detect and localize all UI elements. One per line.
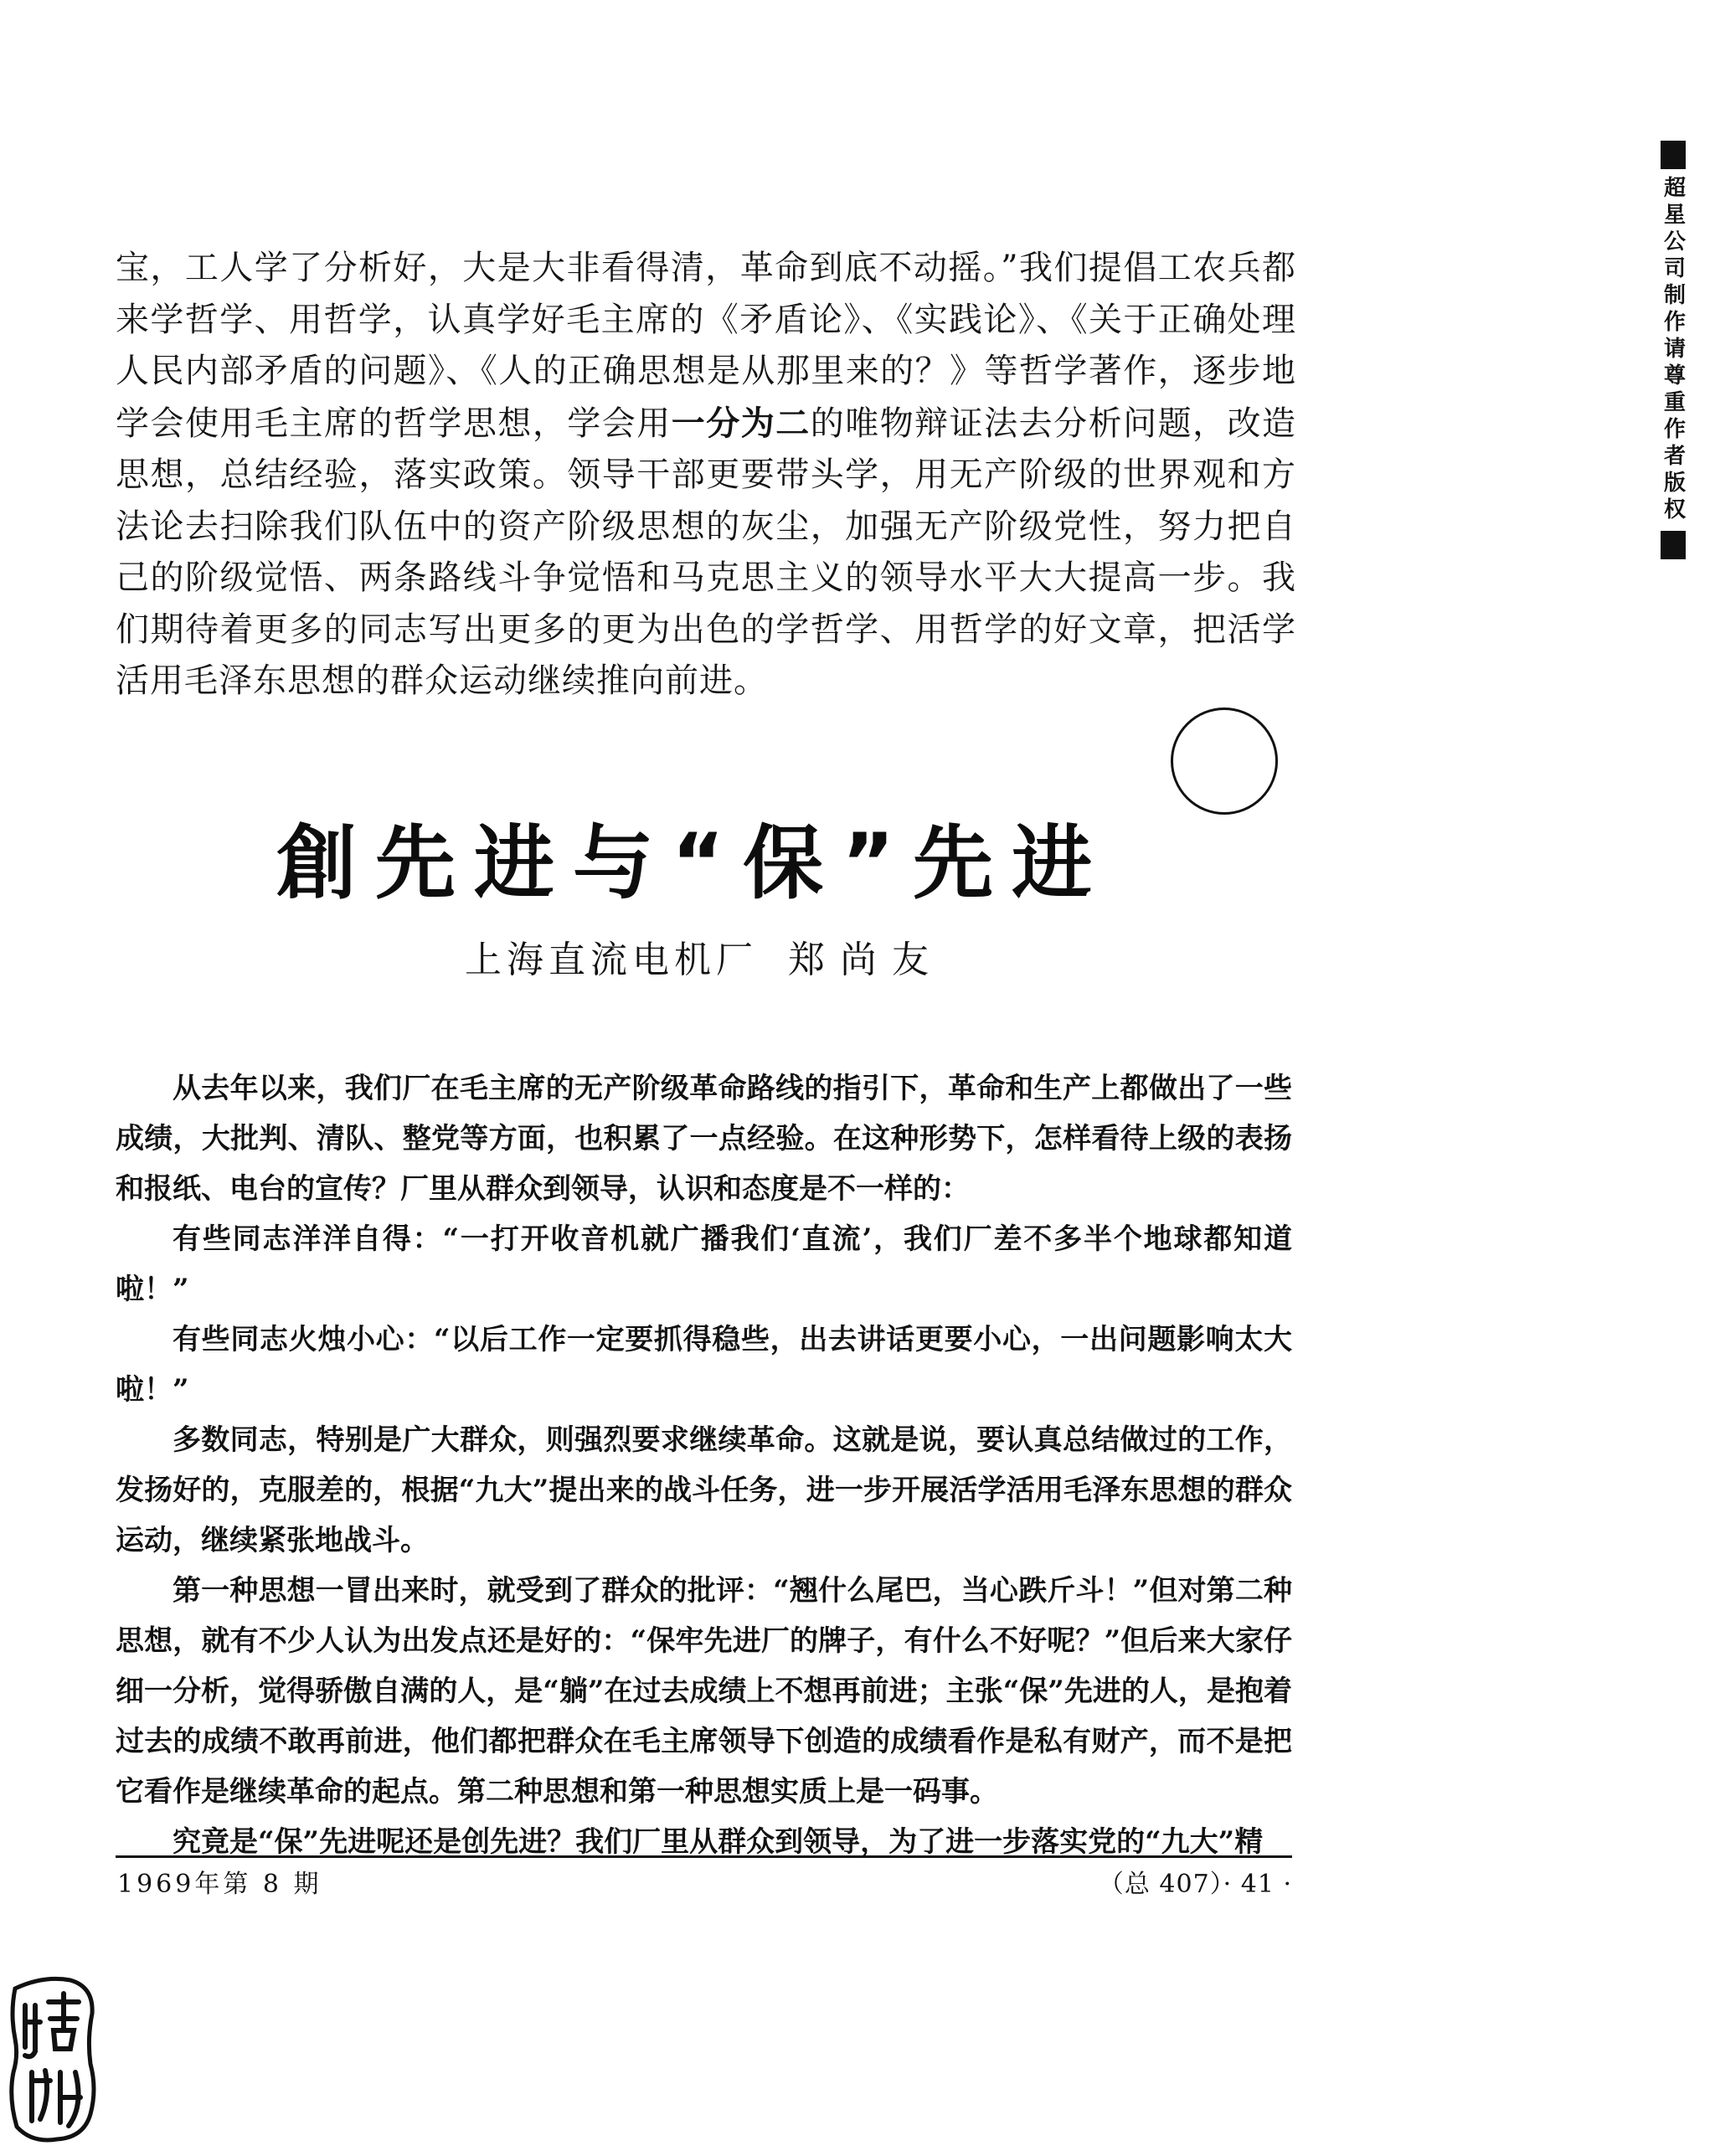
body-paragraph: 第一种思想一冒出来时，就受到了群众的批评：“翘什么尾巴，当心跌斤斗！”但对第二种思想，就有不少人认为出发点还是好的：“保牢先进厂的牌子，有什么不好呢？”但后来大家仔细一分析，觉得骄傲自满的人，是“躺”在过去成绩上不想再前进；主张“保”先进的人，是抱着过去的成绩不敢再前进，他们都把群众在毛主席领导下创造的成绩看作是私有财产，而不是把它看作是继续革命的起点。第二种思想和第一种思想实质上是一码事。: [116, 1574, 1292, 1809]
footer-rule: [116, 1855, 1292, 1858]
strip-bottom-bar: [1661, 531, 1686, 559]
strip-top-bar: [1661, 141, 1686, 169]
byline-author: 郑尚友: [788, 939, 944, 981]
body-paragraph: 多数同志，特别是广大群众，则强烈要求继续革命。这就是说，要认真总结做过的工作，发扬好的，克服差的，根据“九大”提出来的战斗任务，进一步开展活学活用毛泽东思想的群众运动，继续紧张地战斗。: [116, 1423, 1292, 1557]
byline-organization: 上海直流电机厂: [465, 939, 758, 981]
body-paragraph: 有些同志洋洋自得：“一打开收音机就广播我们‘直流’，我们厂差不多半个地球都知道啦！”: [116, 1222, 1292, 1306]
body-paragraph: 究竟是“保”先进呢还是创先进？我们厂里从群众到领导，为了进一步落实党的“九大”精: [173, 1825, 1264, 1859]
page-number: （总 407）· 41 ·: [1098, 1870, 1292, 1899]
article-body: [116, 1063, 1292, 1867]
byline: [465, 929, 944, 983]
intro-text-before: 宝，工人学了分析好，大是大非看得清，革命到底不动摇。”我们提倡工农兵都来学哲学、用哲学，认真学好毛主席的《矛盾论》、《实践论》、《关于正确处理人民内部矛盾的问题》、《人的正确思想是从那里来的？》等哲学著作，逐步地学会使用毛主席的哲学思想，学会用: [116, 249, 1296, 443]
copyright-text: 超星公司制作请尊重作者版权: [1660, 176, 1686, 524]
intro-paragraph: [116, 243, 1296, 708]
intro-bold-phrase: 一分为二: [671, 403, 811, 443]
seal-logo: [7, 1972, 99, 2148]
article-title: 創先进与“保”先进: [276, 816, 1111, 910]
body-paragraph: 有些同志火烛小心：“以后工作一定要抓得稳些，出去讲话更要小心，一出问题影响太大啦！”: [116, 1323, 1292, 1407]
intro-text-after: 的唯物辩证法去分析问题，改造思想，总结经验，落实政策。领导干部更要带头学，用无产阶级的世界观和方法论去扫除我们队伍中的资产阶级思想的灰尘，加强无产阶级党性，努力把自己的阶级觉悟、两条路线斗争觉悟和马克思主义的领导水平大大提高一步。我们期待着更多的同志写出更多的更为出色的学哲学、用哲学的好文章，把活学活用毛泽东思想的群众运动继续推向前进。: [116, 404, 1297, 700]
copyright-strip: [1655, 141, 1692, 559]
issue-label: 1969年第 8 期: [117, 1870, 322, 1899]
body-paragraph: 从去年以来，我们厂在毛主席的无产阶级革命路线的指引下，革命和生产上都做出了一些成绩，大批判、清队、整党等方面，也积累了一点经验。在这种形势下，怎样看待上级的表扬和报纸、电台的宣传？厂里从群众到领导，认识和态度是不一样的：: [116, 1072, 1292, 1206]
circle-mark: [1171, 708, 1278, 815]
